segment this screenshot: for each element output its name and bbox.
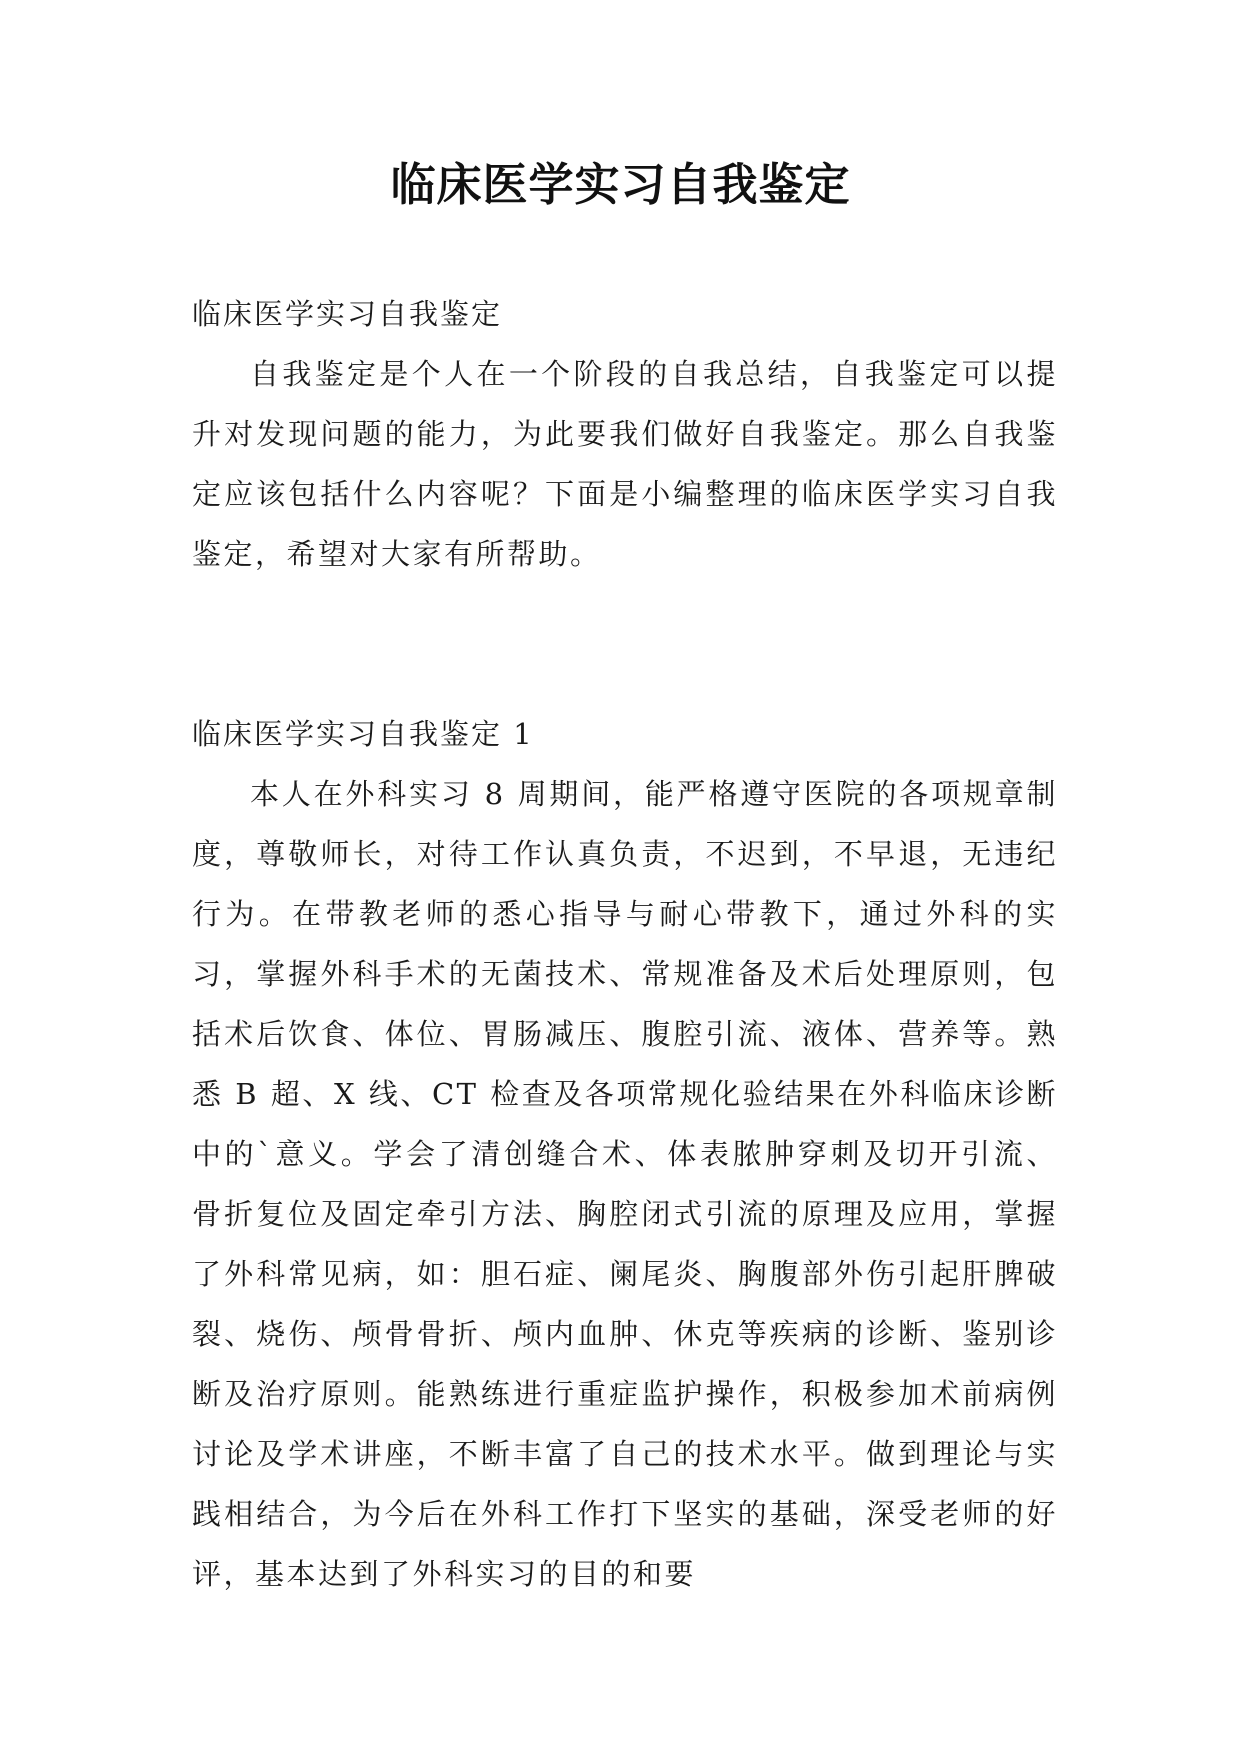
section1-heading: 临床医学实习自我鉴定 1 — [192, 717, 534, 751]
intro-heading: 临床医学实习自我鉴定 — [192, 297, 503, 331]
intro-paragraph: 自我鉴定是个人在一个阶段的自我总结，自我鉴定可以提升对发现问题的能力，为此要我们做好自我鉴定。那么自我鉴定应该包括什么内容呢？下面是小编整理的临床医学实习自我鉴定，希望对大家有所帮助。 — [192, 357, 1058, 571]
section-spacer — [192, 584, 1058, 704]
document-title: 临床医学实习自我鉴定 — [390, 158, 851, 211]
document-body — [192, 284, 1058, 1604]
section1-paragraph: 本人在外科实习 8 周期间，能严格遵守医院的各项规章制度，尊敬师长，对待工作认真负责，不迟到，不早退，无违纪行为。在带教老师的悉心指导与耐心带教下，通过外科的实习，掌握外科手术的无菌技术、常规准备及术后处理原则，包括术后饮食、体位、胃肠减压、腹腔引流、液体、营养等。熟悉 B 超、X 线、CT 检查及各项常规化验结果在外科临床诊断中的`意义。学会了清创缝合术、体表脓肿穿刺及切开引流、骨折复位及固定牵引方法、胸腔闭式引流的原理及应用，掌握了外科常见病，如：胆石症、阑尾炎、胸腹部外伤引起肝脾破裂、烧伤、颅骨骨折、颅内血肿、休克等疾病的诊断、鉴别诊断及治疗原则。能熟练进行重症监护操作，积极参加术前病例讨论及学术讲座，不断丰富了自己的技术水平。做到理论与实践相结合，为今后在外科工作打下坚实的基础，深受老师的好评，基本达到了外科实习的目的和要 — [192, 777, 1058, 1591]
